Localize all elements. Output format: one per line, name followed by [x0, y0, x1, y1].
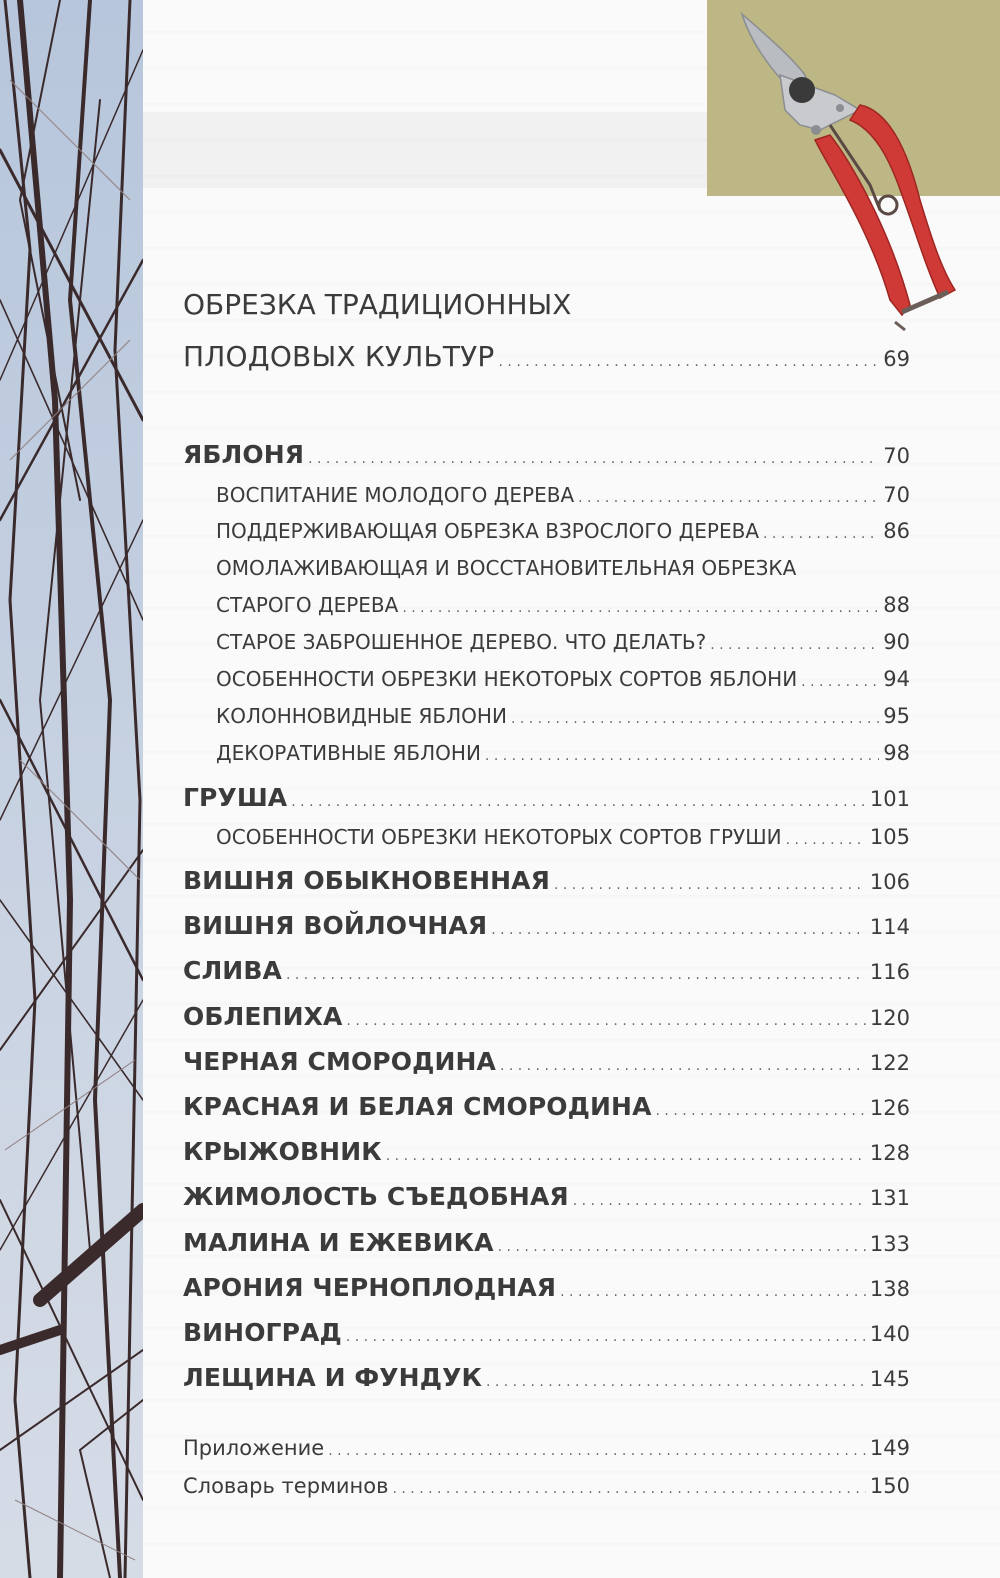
- dot-leader: [560, 1284, 866, 1300]
- dot-leader: [346, 1013, 865, 1029]
- dot-leader: [286, 967, 866, 983]
- entry-title: ОБЛЕПИХА: [183, 1002, 343, 1031]
- dot-leader: [498, 1239, 866, 1255]
- dot-leader: [393, 1481, 866, 1497]
- entry-title: ДЕКОРАТИВНЫЕ ЯБЛОНИ: [216, 741, 481, 765]
- entry-title: ПОДДЕРЖИВАЮЩАЯ ОБРЕЗКА ВЗРОСЛОГО ДЕРЕВА: [216, 519, 760, 543]
- toc-entry[interactable]: [183, 866, 910, 895]
- dot-leader: [308, 451, 879, 467]
- entry-title: ЯБЛОНЯ: [183, 440, 305, 469]
- dot-leader: [486, 1374, 866, 1390]
- page-number: 88: [883, 593, 910, 617]
- page-number: 105: [869, 825, 910, 849]
- toc-entry[interactable]: [183, 1092, 910, 1121]
- entry-title: ЛЕЩИНА И ФУНДУК: [183, 1363, 482, 1392]
- page-number: 69: [883, 347, 910, 371]
- dot-leader: [402, 600, 879, 616]
- entry-title: КРЫЖОВНИК: [183, 1137, 382, 1166]
- page-number: 122: [869, 1051, 910, 1075]
- page-number: 149: [869, 1436, 910, 1460]
- toc-entry[interactable]: [183, 783, 910, 812]
- page-number: 145: [869, 1367, 910, 1391]
- page-number: 131: [869, 1186, 910, 1210]
- page-number: 98: [883, 741, 910, 765]
- dot-leader: [710, 637, 879, 653]
- toc-entry[interactable]: [183, 1318, 910, 1347]
- toc-entry[interactable]: [183, 956, 910, 985]
- entry-title: СТАРОЕ ЗАБРОШЕННОЕ ДЕРЕВО. ЧТО ДЕЛАТЬ?: [216, 630, 707, 654]
- page-number: 120: [869, 1006, 910, 1030]
- toc-part-entry[interactable]: [183, 340, 910, 373]
- page-number: 101: [869, 787, 910, 811]
- entry-title: Приложение: [183, 1436, 325, 1460]
- dot-leader: [485, 748, 879, 764]
- toc-entry[interactable]: [183, 1182, 910, 1211]
- page-number: 140: [869, 1322, 910, 1346]
- toc-subentry[interactable]: [216, 741, 910, 765]
- toc-subentry[interactable]: [216, 593, 910, 617]
- page-number: 128: [869, 1141, 910, 1165]
- faded-bleed-through: [143, 112, 713, 188]
- toc-entry[interactable]: [183, 440, 910, 469]
- entry-title: ОМОЛАЖИВАЮЩАЯ И ВОССТАНОВИТЕЛЬНАЯ ОБРЕЗКА: [216, 556, 797, 580]
- page-number: 90: [883, 630, 910, 654]
- toc-appendix-entry[interactable]: [183, 1436, 910, 1460]
- page-number: 138: [869, 1277, 910, 1301]
- dot-leader: [511, 711, 879, 727]
- toc-subentry[interactable]: [216, 630, 910, 654]
- toc-glossary-entry[interactable]: [183, 1474, 910, 1498]
- toc-subentry[interactable]: [216, 483, 910, 507]
- entry-title: ВИНОГРАД: [183, 1318, 342, 1347]
- page-number: 70: [883, 483, 910, 507]
- entry-title: ОСОБЕННОСТИ ОБРЕЗКИ НЕКОТОРЫХ СОРТОВ ЯБЛОНИ: [216, 667, 798, 691]
- page-number: 114: [869, 915, 910, 939]
- toc-subentry[interactable]: [216, 704, 910, 728]
- dot-leader: [801, 674, 879, 690]
- entry-title: СЛИВА: [183, 956, 282, 985]
- toc-entry[interactable]: [183, 911, 910, 940]
- toc-subentry[interactable]: [216, 825, 910, 849]
- part-title-line1: ОБРЕЗКА ТРАДИЦИОННЫХ: [183, 288, 572, 321]
- dot-leader: [328, 1443, 866, 1459]
- toc-entry[interactable]: [183, 1002, 910, 1031]
- page-number: 116: [869, 960, 910, 984]
- page-number: 133: [869, 1232, 910, 1256]
- entry-title: ЧЕРНАЯ СМОРОДИНА: [183, 1047, 496, 1076]
- entry-title: ЖИМОЛОСТЬ СЪЕДОБНАЯ: [183, 1182, 569, 1211]
- toc-entry[interactable]: [183, 1047, 910, 1076]
- entry-title: ВИШНЯ ОБЫКНОВЕННАЯ: [183, 866, 550, 895]
- page-number: 70: [883, 444, 910, 468]
- toc-subentry[interactable]: [216, 519, 910, 543]
- page-number: 86: [883, 519, 910, 543]
- entry-title: СТАРОГО ДЕРЕВА: [216, 593, 399, 617]
- toc-subentry[interactable]: [216, 667, 910, 691]
- dot-leader: [554, 877, 866, 893]
- page-number: 126: [869, 1096, 910, 1120]
- dot-leader: [763, 526, 879, 542]
- entry-title: ВИШНЯ ВОЙЛОЧНАЯ: [183, 911, 488, 940]
- entry-title: ВОСПИТАНИЕ МОЛОДОГО ДЕРЕВА: [216, 483, 575, 507]
- entry-title: Словарь терминов: [183, 1474, 389, 1498]
- dot-leader: [291, 794, 866, 810]
- page-number: 150: [869, 1474, 910, 1498]
- dot-leader: [346, 1329, 866, 1345]
- pruning-shears-icon: [720, 0, 960, 340]
- toc-entry[interactable]: [183, 1228, 910, 1257]
- dot-leader: [786, 832, 866, 848]
- toc-entry[interactable]: [183, 1137, 910, 1166]
- entry-title: ОСОБЕННОСТИ ОБРЕЗКИ НЕКОТОРЫХ СОРТОВ ГРУШИ: [216, 825, 782, 849]
- dot-leader: [500, 1058, 866, 1074]
- dot-leader: [578, 490, 879, 506]
- bare-branches-photo: [0, 0, 143, 1578]
- dot-leader: [656, 1103, 866, 1119]
- entry-title: ГРУША: [183, 783, 288, 812]
- entry-title: МАЛИНА И ЕЖЕВИКА: [183, 1228, 494, 1257]
- entry-title: КРАСНАЯ И БЕЛАЯ СМОРОДИНА: [183, 1092, 652, 1121]
- toc-entry[interactable]: [183, 1363, 910, 1392]
- branches-illustration: [0, 0, 143, 1578]
- dot-leader: [491, 922, 866, 938]
- page-number: 94: [883, 667, 910, 691]
- dot-leader: [573, 1193, 866, 1209]
- dot-leader: [386, 1148, 866, 1164]
- dot-leader: [499, 354, 880, 370]
- entry-title: КОЛОННОВИДНЫЕ ЯБЛОНИ: [216, 704, 507, 728]
- page-number: 95: [883, 704, 910, 728]
- entry-title: АРОНИЯ ЧЕРНОПЛОДНАЯ: [183, 1273, 557, 1302]
- page-number: 106: [869, 870, 910, 894]
- part-title-line2: ПЛОДОВЫХ КУЛЬТУР: [183, 340, 495, 373]
- toc-entry[interactable]: [183, 1273, 910, 1302]
- toc-subentry-line1[interactable]: [216, 556, 910, 580]
